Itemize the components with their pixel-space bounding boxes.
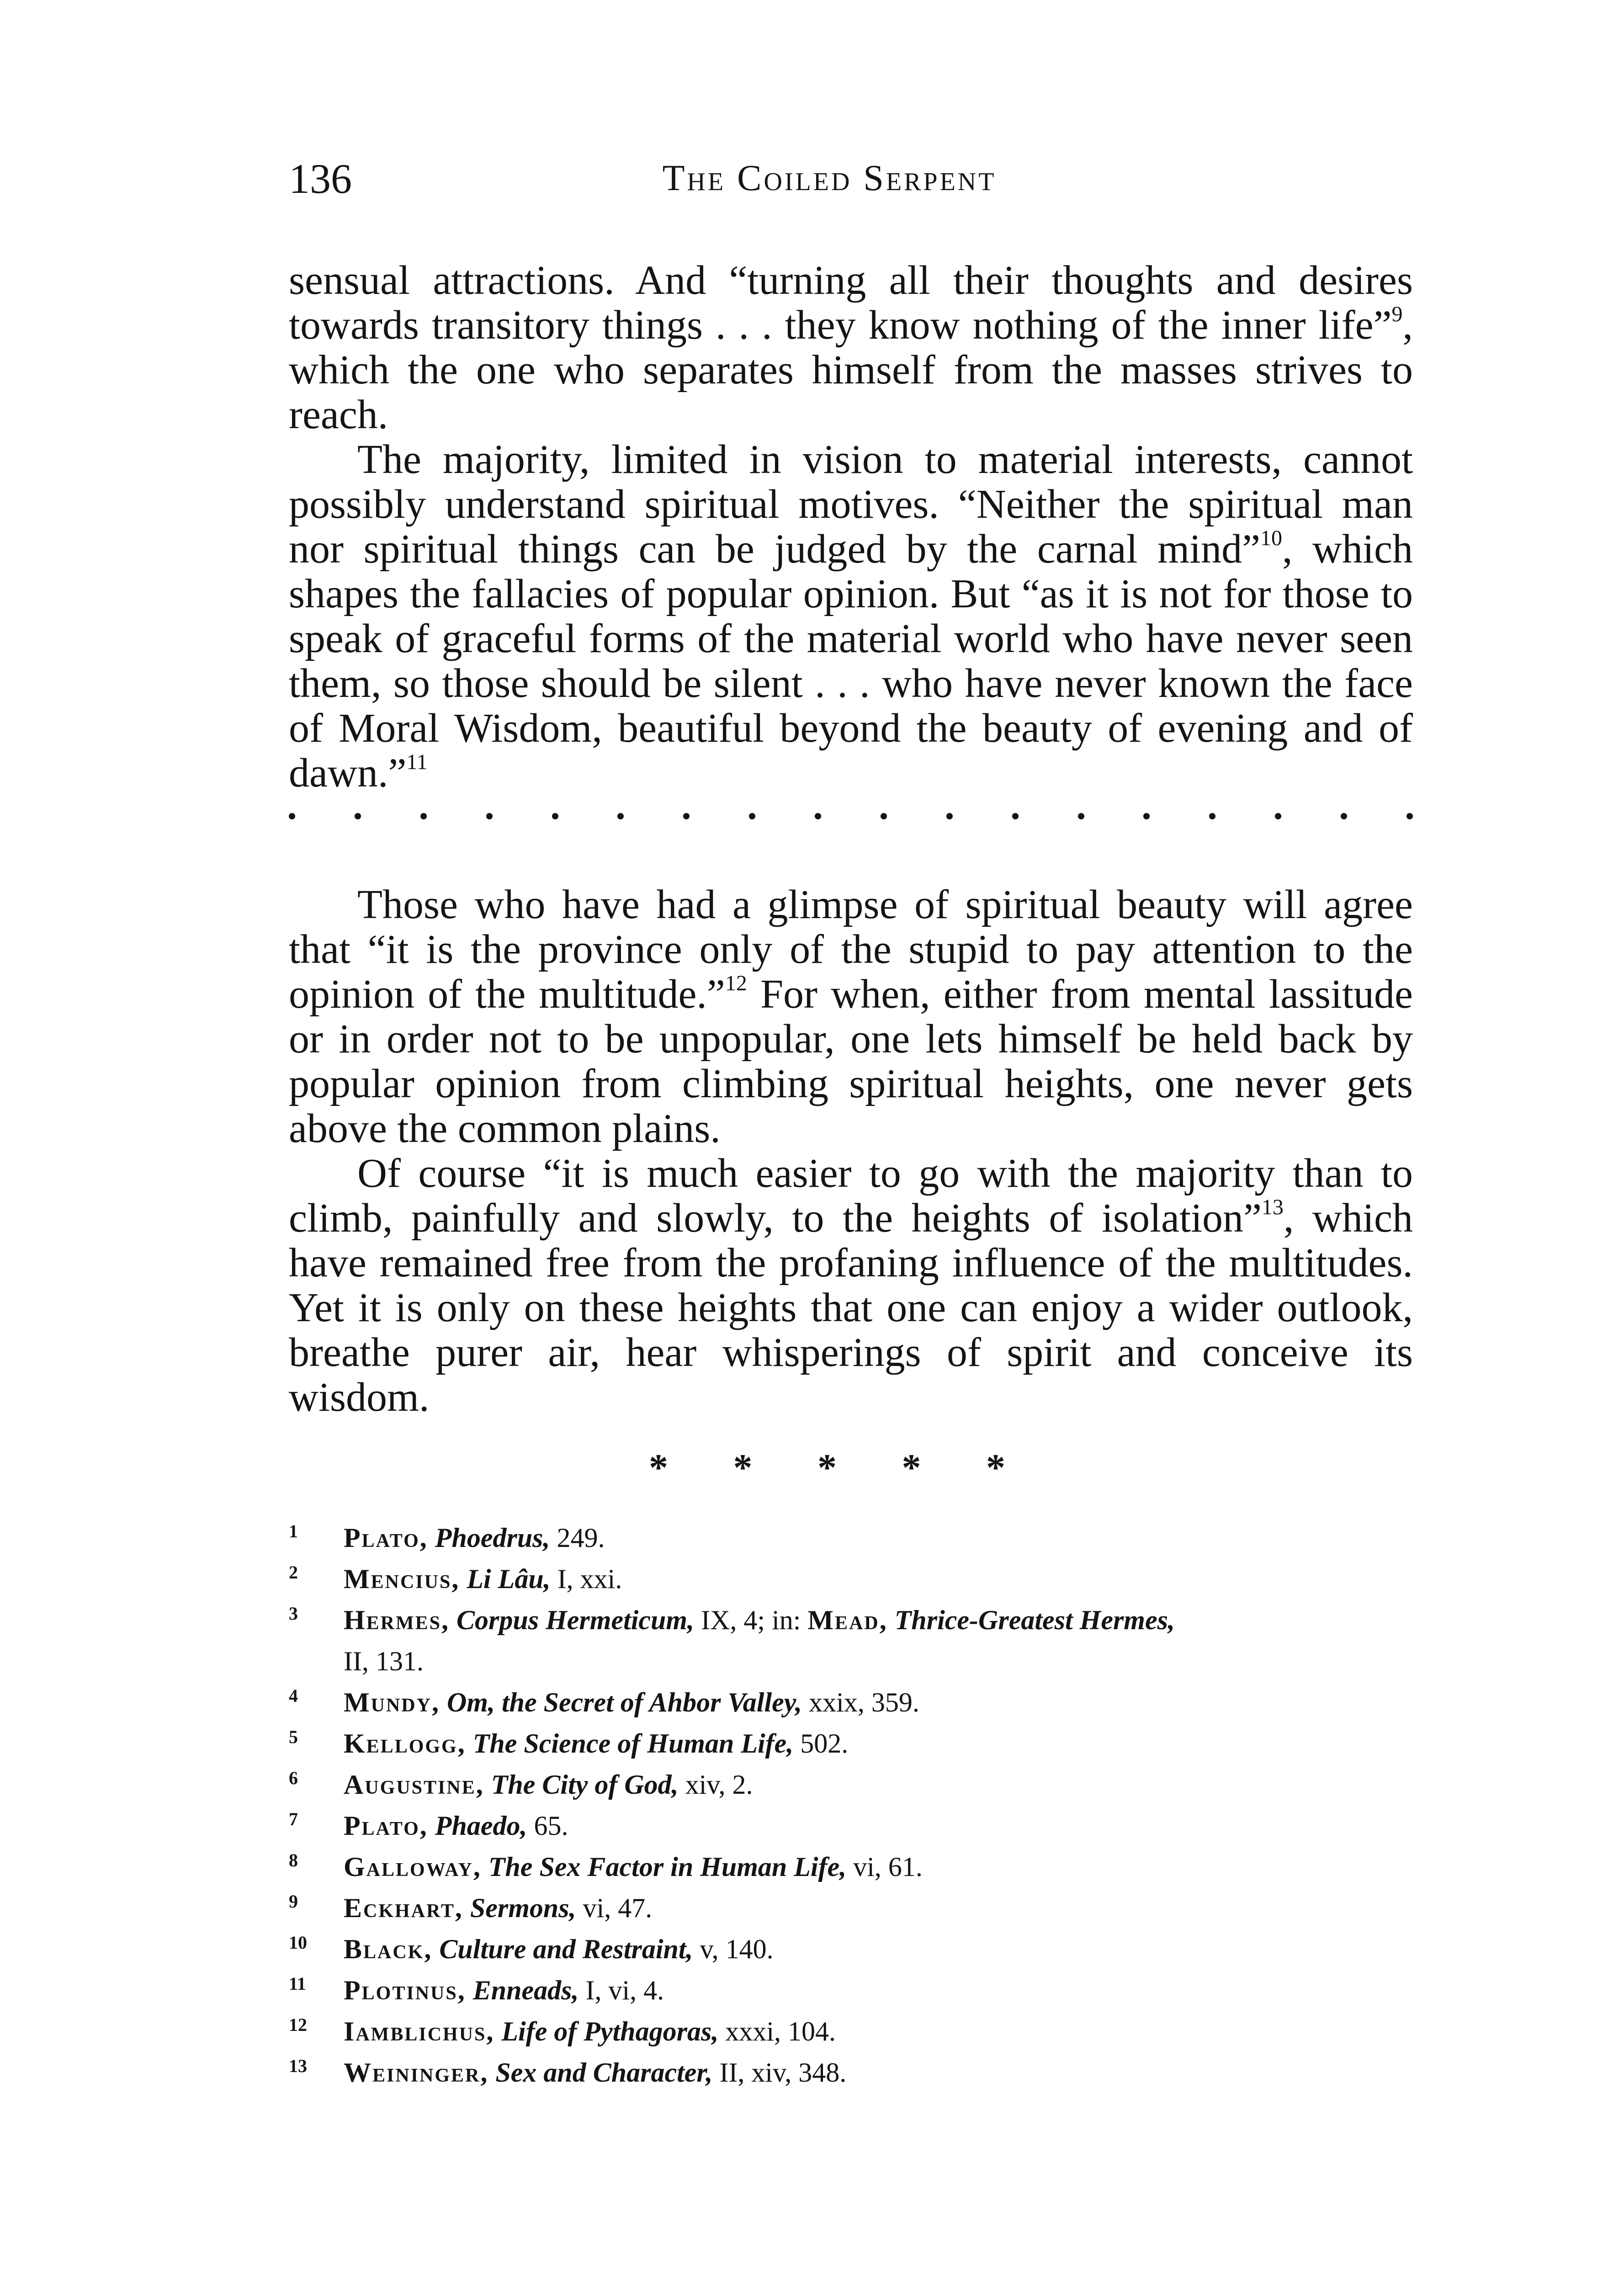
- divider-dot: [355, 813, 361, 819]
- footnote-ref: 9: [1391, 302, 1403, 326]
- divider-dot: [749, 813, 755, 819]
- divider-dot: [1012, 813, 1019, 819]
- paragraph-text: Those who have had a glimpse of spiritual beauty will agree that “it is the province only of the stupid to pay attention to the opinion of the multitude.”: [289, 882, 1413, 1017]
- divider-dot: [1143, 813, 1150, 819]
- footnote-ref-text: II, xiv, 348.: [712, 2057, 847, 2088]
- footnote: [289, 1929, 1431, 1970]
- footnote-ref-text: xxxi, 104.: [718, 2016, 836, 2046]
- footnote-ref-text: I, xxi.: [550, 1564, 622, 1594]
- divider-dot: [617, 813, 624, 819]
- footnote-ref: 11: [406, 750, 428, 774]
- footnote-title: Sermons,: [470, 1893, 576, 1923]
- divider-dot: [683, 813, 690, 819]
- footnote: [289, 2011, 1431, 2052]
- footnote-author: Mundy,: [344, 1687, 440, 1717]
- footnote: [289, 1805, 1431, 1846]
- footnote-number: 2: [289, 1562, 298, 1583]
- paragraph-text: sensual attractions. And “turning all their thoughts and desires towards transitory things . . . they know nothing of the inner life”: [289, 258, 1413, 348]
- footnote-ref-text: xxix, 359.: [802, 1687, 919, 1717]
- asterisk: *: [986, 1446, 1005, 1489]
- divider-dot: [420, 813, 427, 819]
- footnote-author: Galloway,: [344, 1852, 482, 1882]
- divider-dot: [486, 813, 493, 819]
- footnote-number: 7: [289, 1809, 298, 1829]
- divider-dot: [289, 813, 295, 819]
- footnote-number: 6: [289, 1768, 298, 1788]
- divider-dot: [1078, 813, 1084, 819]
- footnote-number: 4: [289, 1685, 298, 1706]
- footnote-ref-text: II, 131.: [344, 1646, 424, 1676]
- paragraph-4: [289, 1151, 1413, 1420]
- footnote-ref-text: I, vi, 4.: [578, 1975, 664, 2005]
- asterisk: *: [817, 1446, 837, 1489]
- paragraph-text: Of course “it is much easier to go with the majority than to climb, painfully and slowly, to the heights of isolation”: [289, 1151, 1413, 1241]
- footnote-author: Mencius,: [344, 1564, 460, 1594]
- section-separator: [649, 1446, 1005, 1489]
- footnote-title: Life of Pythagoras,: [501, 2016, 719, 2046]
- divider-dot: [815, 813, 821, 819]
- footnote-title: Phoedrus,: [435, 1523, 550, 1553]
- footnote-title: The Sex Factor in Human Life,: [488, 1852, 847, 1882]
- footnote-author: Weininger,: [344, 2057, 489, 2088]
- footnote-ref: 12: [725, 971, 747, 995]
- footnote-title: The City of God,: [491, 1770, 679, 1800]
- footnote-ref-text: v, 140.: [693, 1934, 774, 1964]
- footnote-ref: 13: [1261, 1195, 1284, 1219]
- asterisk: *: [902, 1446, 921, 1489]
- footnote-title: Corpus Hermeticum,: [456, 1605, 695, 1635]
- footnote-author: Kellogg,: [344, 1728, 466, 1759]
- paragraph-1: [289, 258, 1413, 437]
- paragraph-text: For when, either from mental lassitude or in order not to be unpopular, one lets himself be held back by popular opinion from climbing spiritual heights, one never gets above the common plains.: [289, 972, 1413, 1151]
- footnote: [289, 1600, 1431, 1682]
- ellipsis-divider: [289, 800, 1413, 832]
- footnote-ref-text: vi, 47.: [576, 1893, 653, 1923]
- footnote-ref-text: 502.: [793, 1728, 849, 1759]
- footnote-author: Black,: [344, 1934, 433, 1964]
- footnote: [289, 1682, 1431, 1723]
- footnote: [289, 1887, 1431, 1929]
- footnote: [289, 1558, 1431, 1600]
- footnote-author: Plotinus,: [344, 1975, 466, 2005]
- footnote-title: Culture and Restraint,: [439, 1934, 693, 1964]
- footnote-ref-text: IX, 4; in:: [694, 1605, 808, 1635]
- asterisk: *: [649, 1446, 668, 1489]
- footnote-title: The Science of Human Life,: [472, 1728, 794, 1759]
- footnote-ref-text: vi, 61.: [846, 1852, 923, 1882]
- footnote-author: Eckhart,: [344, 1893, 463, 1923]
- footnote-number: 10: [289, 1932, 307, 1953]
- footnote-ref-text: 65.: [527, 1811, 568, 1841]
- footnote-title: Phaedo,: [435, 1811, 527, 1841]
- divider-dot: [1209, 813, 1215, 819]
- footnote-title: Thrice-Greatest Hermes,: [894, 1605, 1175, 1635]
- footnotes: [289, 1517, 1431, 2093]
- footnote-number: 8: [289, 1850, 298, 1871]
- divider-dot: [552, 813, 558, 819]
- body-text: [289, 258, 1413, 1420]
- paragraph-text: The majority, limited in vision to material interests, cannot possibly understand spiritual motives. “Neither the spiritual man nor spiritual things can be judged by the carnal mind”: [289, 437, 1413, 572]
- footnote-number: 9: [289, 1891, 298, 1912]
- divider-dot: [1275, 813, 1281, 819]
- footnote-title: Enneads,: [472, 1975, 579, 2005]
- footnote-ref-text: xiv, 2.: [678, 1770, 753, 1800]
- footnote: [289, 1970, 1431, 2011]
- footnote-author: Plato,: [344, 1523, 428, 1553]
- paragraph-text: , which the one who separates himself from the masses strives to reach.: [289, 303, 1413, 437]
- footnote-title: Li Lâu,: [467, 1564, 551, 1594]
- footnote-number: 3: [289, 1603, 298, 1624]
- footnote-number: 5: [289, 1727, 298, 1747]
- divider-dot: [1406, 813, 1413, 819]
- footnote-ref: 10: [1260, 526, 1283, 550]
- footnote-author: Plato,: [344, 1811, 428, 1841]
- footnote-title: Sex and Character,: [495, 2057, 713, 2088]
- asterisk: *: [733, 1446, 753, 1489]
- footnote-author: Iamblichus,: [344, 2016, 495, 2046]
- divider-dot: [881, 813, 887, 819]
- footnote-author: Augustine,: [344, 1770, 484, 1800]
- paragraph-2: [289, 437, 1413, 796]
- footnote: [289, 1764, 1431, 1805]
- footnote: [289, 1846, 1431, 1887]
- footnote-number: 12: [289, 2014, 307, 2035]
- footnote-ref-text: 249.: [550, 1523, 605, 1553]
- footnote-number: 1: [289, 1521, 298, 1541]
- footnote-author: Mead,: [807, 1605, 888, 1635]
- footnote-title: Om, the Secret of Ahbor Valley,: [446, 1687, 802, 1717]
- footnote: [289, 1723, 1431, 1764]
- running-title: The Coiled Serpent: [662, 158, 997, 198]
- footnote: [289, 1517, 1431, 1558]
- divider-dot: [946, 813, 953, 819]
- divider-dot: [1341, 813, 1347, 819]
- footnote-number: 11: [289, 1973, 306, 1994]
- footnote: [289, 2052, 1431, 2093]
- page-number: 136: [289, 155, 352, 202]
- footnote-number: 13: [289, 2056, 307, 2076]
- paragraph-text: , which have remained free from the profaning influence of the multitudes. Yet it is only on these heights that one can enjoy a wider outlook, breathe purer air, hear whisperings of spirit and conceive its wisdom.: [289, 1196, 1413, 1420]
- paragraph-text: , which shapes the fallacies of popular opinion. But “as it is not for those to speak of graceful forms of the material world who have never seen them, so those should be silent . . . who have never known the face of Moral Wisdom, beautiful beyond the beauty of evening and of dawn.”: [289, 526, 1413, 796]
- footnote-author: Hermes,: [344, 1605, 450, 1635]
- paragraph-3: [289, 882, 1413, 1151]
